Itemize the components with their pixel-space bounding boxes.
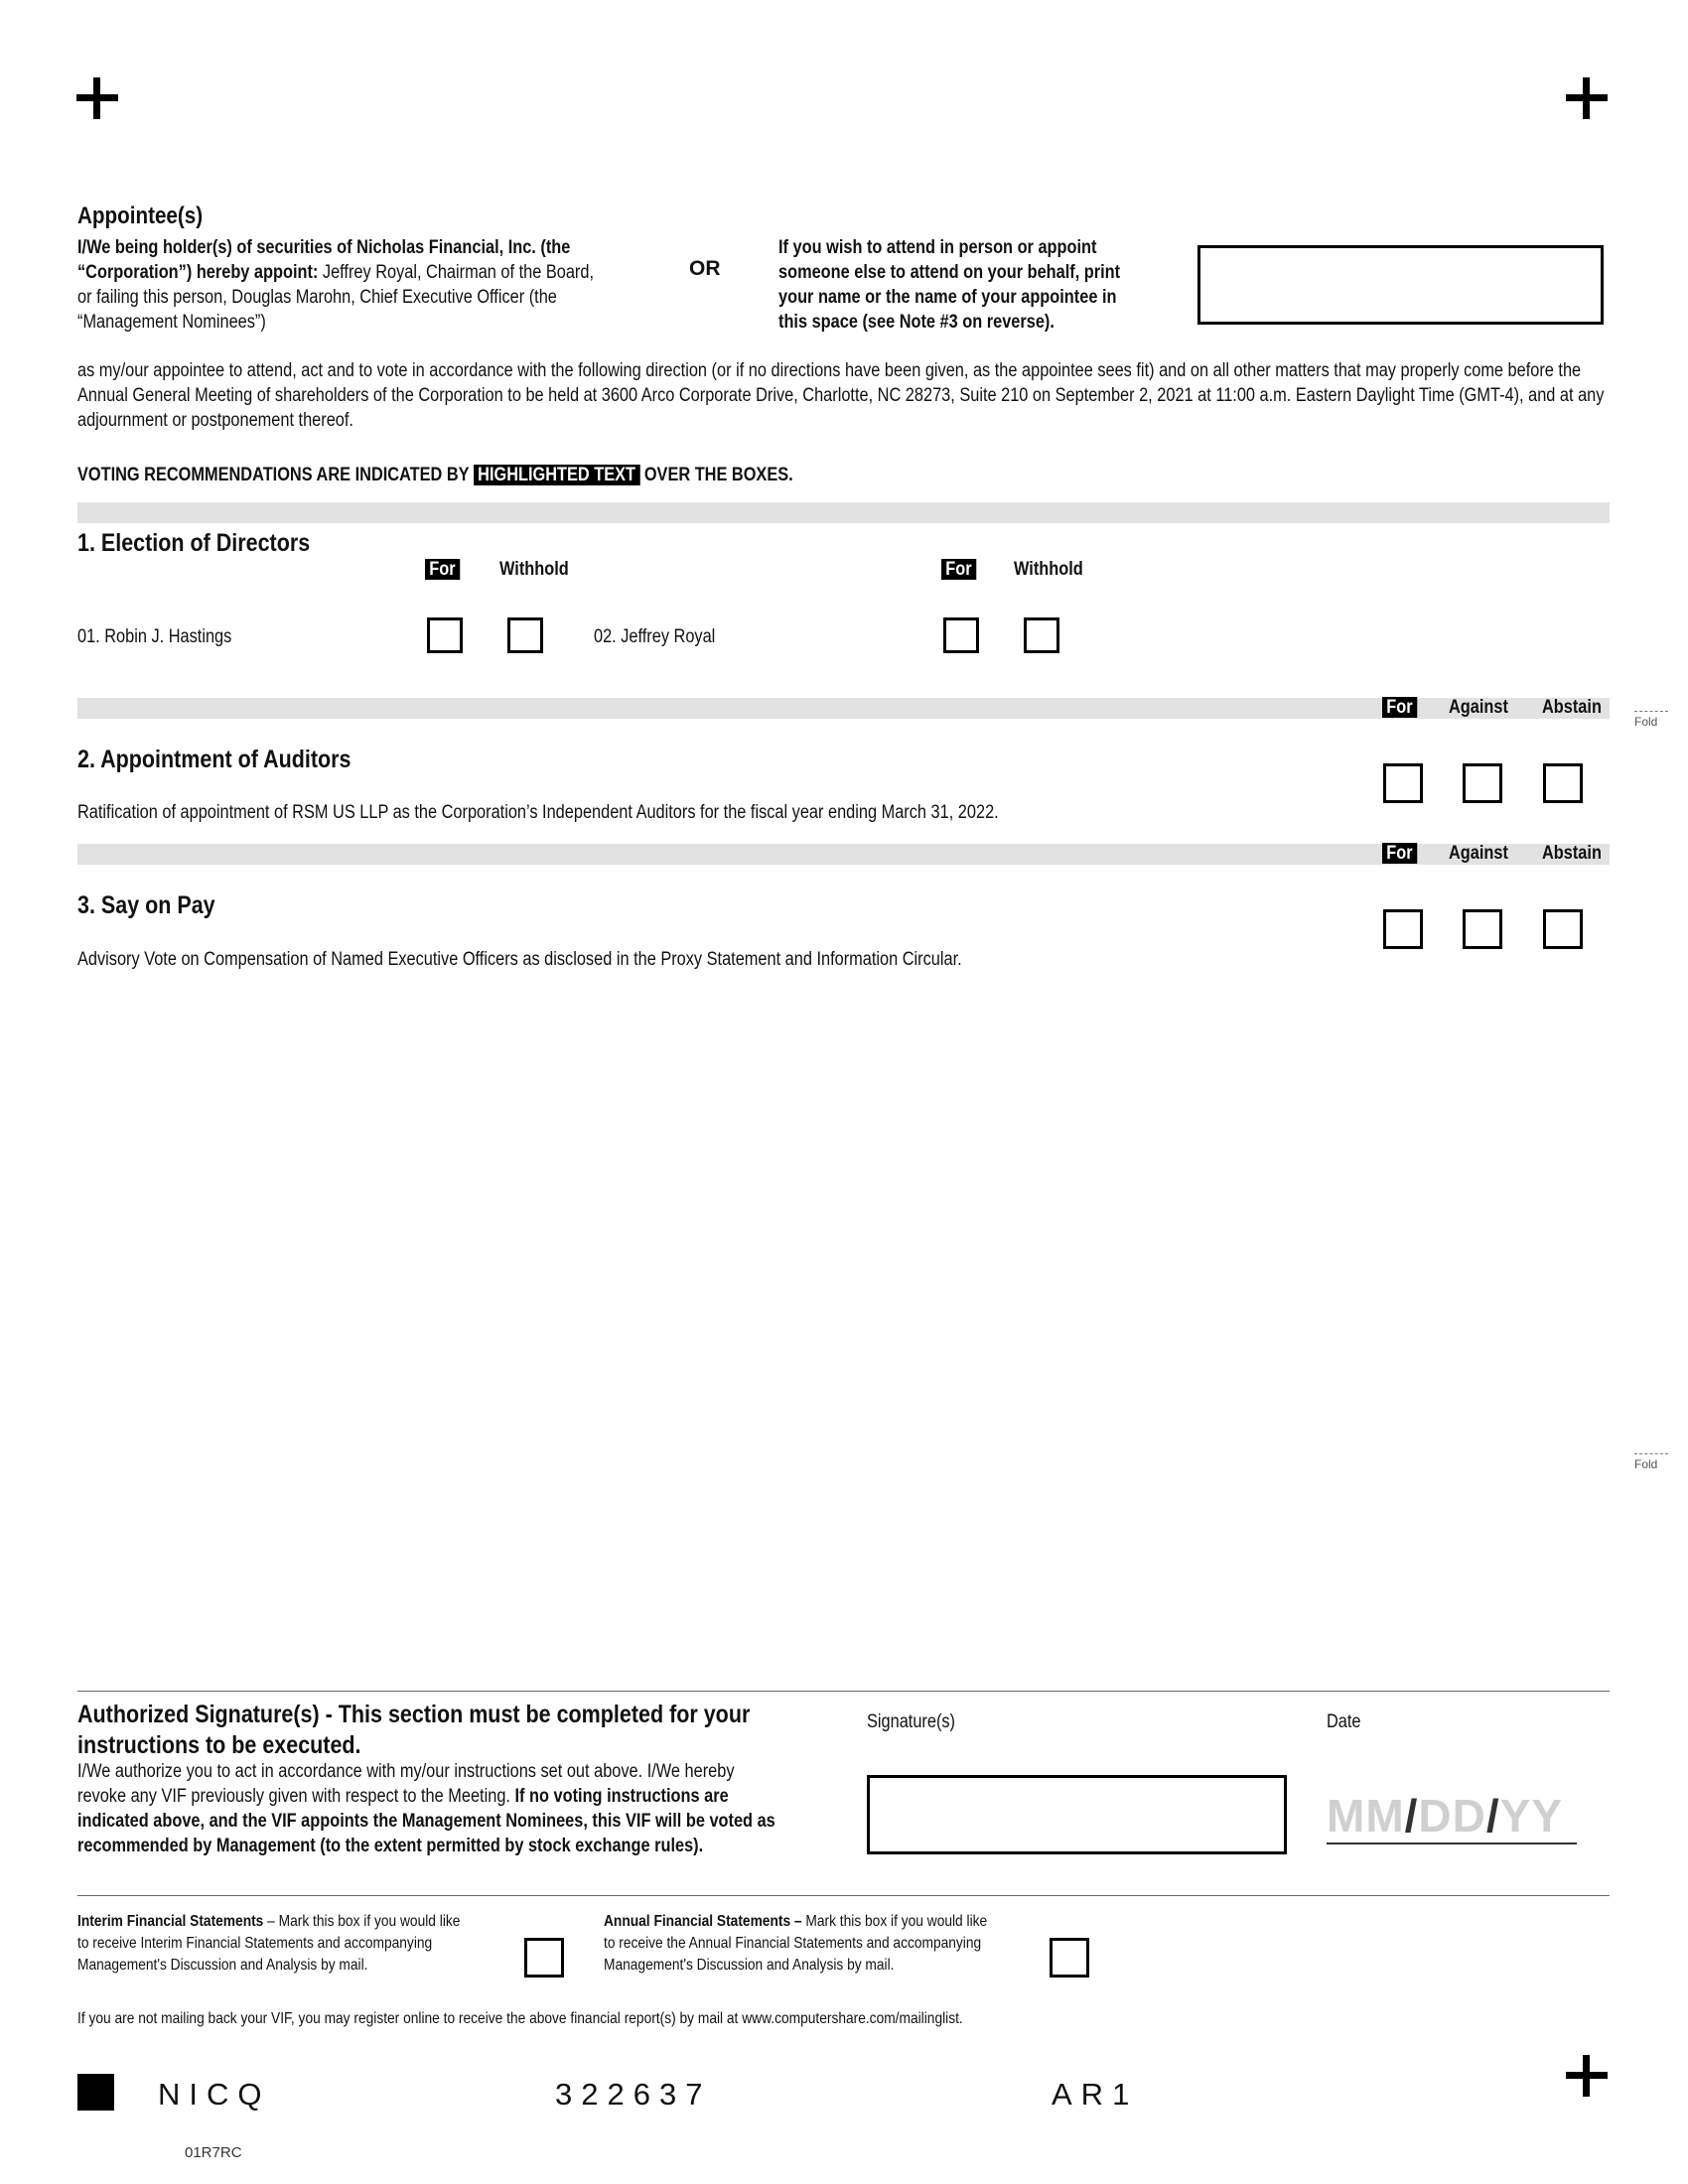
- date-sep-1: /: [1404, 1790, 1419, 1842]
- date-dd-placeholder: DD: [1418, 1790, 1486, 1842]
- section-bar-auditors: [77, 698, 1610, 719]
- footer-code-ar1: AR1: [1052, 2077, 1139, 2112]
- date-sep-2: /: [1485, 1790, 1500, 1842]
- section-bar-say-on-pay: [77, 844, 1610, 865]
- nominee-2-name: 02. Jeffrey Royal: [594, 626, 716, 647]
- nominee1-withhold-header: Withhold: [499, 559, 569, 580]
- interim-financials-text: [77, 1911, 462, 1977]
- appointee-left-bold: I/We being holder(s) of securities of Nicholas Financial, Inc. (the “Corporation”) hereby appoint:: [77, 237, 571, 283]
- financials-top-rule: [77, 1895, 1610, 1896]
- pay-against-header: Against: [1449, 843, 1508, 864]
- signature-text-plain: I/We authorize you to act in accordance with my/our instructions set out above. I/We hereby revoke any VIF previously given with respect to the Meeting.: [77, 1761, 735, 1807]
- footer-form-id: 01R7RC: [185, 2144, 242, 2161]
- auditors-for-header: For: [1382, 697, 1417, 719]
- nominee-2-for-checkbox[interactable]: [943, 617, 979, 653]
- date-yy-placeholder: YY: [1499, 1790, 1564, 1842]
- appointee-right-text: If you wish to attend in person or appoint someone else to attend on your behalf, print your name or the name of your appointee in this space (see Note #3 on reverse).: [778, 237, 1121, 333]
- pay-for-checkbox[interactable]: [1383, 909, 1423, 949]
- recommendations-highlight: HIGHLIGHTED TEXT: [474, 465, 639, 485]
- signature-text-bold: If no voting instructions are indicated above, and the VIF appoints the Management Nominees, this VIF will be voted as recommended by Management (to the extent permitted by stock exchange rules).: [77, 1786, 775, 1856]
- fold-marker-2: Fold: [1634, 1453, 1668, 1471]
- annual-financials-text: [604, 1911, 988, 1977]
- footer-code-nicq: NICQ: [158, 2077, 271, 2112]
- online-registration-note: If you are not mailing back your VIF, you may register online to receive the above financial report(s) by mail at www.computershare.com/mailinglist.: [77, 2010, 963, 2027]
- footer-black-square: [77, 2074, 114, 2111]
- interim-financials-desc: – Mark this box if you would like to receive Interim Financial Statements and accompanying Management's Discussion and Analysis by mail.: [77, 1913, 461, 1974]
- appointee-name-input[interactable]: [1197, 245, 1604, 325]
- auditors-text: Ratification of appointment of RSM US LLP as the Corporation’s Independent Auditors for the fiscal year ending March 31, 2022.: [77, 802, 999, 823]
- auditors-against-header: Against: [1449, 697, 1508, 718]
- voting-recommendations: [77, 463, 793, 487]
- say-on-pay-text: Advisory Vote on Compensation of Named Executive Officers as disclosed in the Proxy Statement and Information Circular.: [77, 949, 962, 970]
- interim-financials-checkbox[interactable]: [524, 1938, 564, 1978]
- section-bar-election: [77, 502, 1610, 523]
- appointee-left-text: [77, 235, 605, 335]
- recommendations-prefix: VOTING RECOMMENDATIONS ARE INDICATED BY: [77, 465, 470, 485]
- registration-mark-bottom-right: [1566, 2055, 1608, 2097]
- nominee-1-withhold-checkbox[interactable]: [507, 617, 543, 653]
- annual-financials-desc: Mark this box if you would like to receive the Annual Financial Statements and accompanying Management's Discussion and Analysis by mail.: [604, 1913, 988, 1974]
- auditors-title: 2. Appointment of Auditors: [77, 746, 352, 773]
- footer-code-number: 322637: [555, 2077, 712, 2112]
- pay-abstain-header: Abstain: [1542, 843, 1602, 864]
- pay-against-checkbox[interactable]: [1463, 909, 1502, 949]
- date-label: Date: [1327, 1711, 1361, 1732]
- date-mm-placeholder: MM: [1327, 1790, 1405, 1842]
- signature-label: Signature(s): [867, 1711, 956, 1732]
- auditors-against-checkbox[interactable]: [1463, 763, 1502, 803]
- nominee-2-withhold-checkbox[interactable]: [1024, 617, 1059, 653]
- or-label: OR: [689, 257, 721, 280]
- fold-marker-1: Fold: [1634, 711, 1668, 729]
- pay-abstain-checkbox[interactable]: [1543, 909, 1583, 949]
- registration-mark-top-right: [1566, 77, 1608, 119]
- nominee-1-name: 01. Robin J. Hastings: [77, 626, 232, 647]
- nominee2-withhold-header: Withhold: [1014, 559, 1083, 580]
- recommendations-suffix: OVER THE BOXES.: [643, 465, 793, 485]
- signature-heading: Authorized Signature(s) - This section must be completed for your instructions to be executed.: [77, 1701, 751, 1759]
- appointee-heading: Appointee(s): [77, 203, 204, 229]
- auditors-abstain-header: Abstain: [1542, 697, 1602, 718]
- registration-mark-top-left: [76, 77, 118, 119]
- signature-top-rule: [77, 1691, 1610, 1692]
- annual-financials-checkbox[interactable]: [1050, 1938, 1089, 1978]
- nominee2-for-header: For: [941, 559, 976, 581]
- nominee-1-for-checkbox[interactable]: [427, 617, 463, 653]
- interim-financials-title: Interim Financial Statements: [77, 1913, 264, 1930]
- annual-financials-title: Annual Financial Statements –: [604, 1913, 802, 1930]
- election-title: 1. Election of Directors: [77, 529, 311, 557]
- date-input[interactable]: [1327, 1789, 1577, 1844]
- nominee1-for-header: For: [425, 559, 460, 581]
- appointee-paragraph: as my/our appointee to attend, act and to vote in accordance with the following direction (or if no directions have been given, as the appointee sees fit) and on all other matters that may properly come before the Annual General Meeting of shareholders of the Corporation to be held at 3600 Arco Corporate Drive, Charlotte, NC 28273, Suite 210 on September 2, 2021 at 11:00 a.m. Eastern Daylight Time (GMT-4), and at any adjournment or postponement thereof.: [77, 360, 1605, 431]
- signature-text: [77, 1759, 786, 1858]
- auditors-abstain-checkbox[interactable]: [1543, 763, 1583, 803]
- say-on-pay-title: 3. Say on Pay: [77, 891, 215, 919]
- auditors-for-checkbox[interactable]: [1383, 763, 1423, 803]
- signature-input[interactable]: [867, 1775, 1287, 1854]
- pay-for-header: For: [1382, 843, 1417, 865]
- appointee-left-plain: Jeffrey Royal, Chairman of the Board, or failing this person, Douglas Marohn, Chief Executive Officer (the “Management Nominees”): [77, 262, 594, 333]
